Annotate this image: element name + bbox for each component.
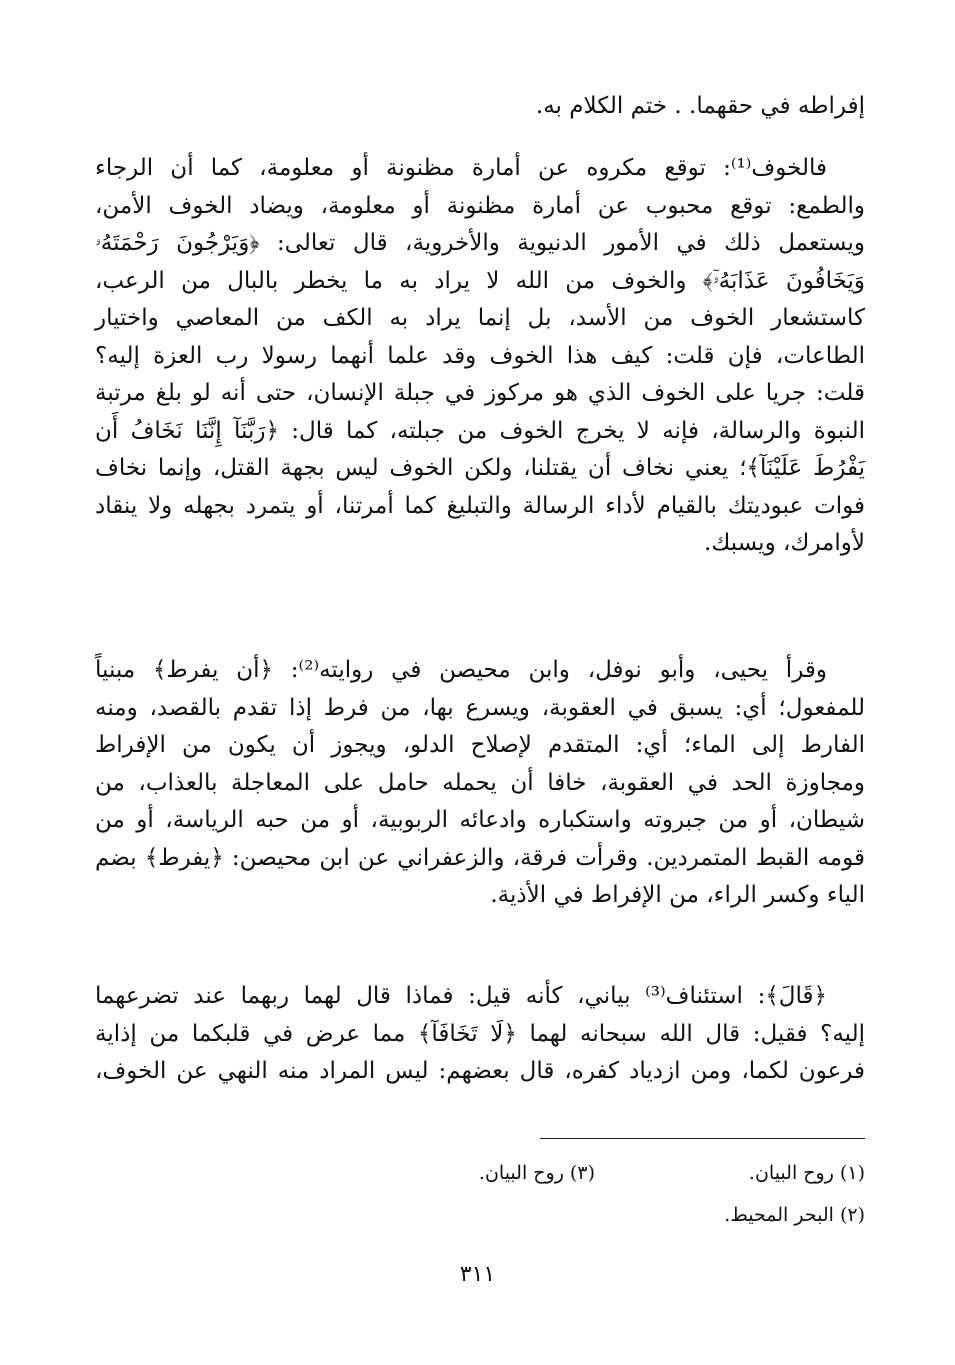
page-number: ٣١١ bbox=[459, 1262, 496, 1287]
text-line: يَفْرُطَ عَلَيْنَآ﴾؛ يعني نخاف أن يقتلنا، ولكن الخوف ليس بجهة القتل، وإنما نخاف bbox=[95, 455, 865, 481]
text-line: النبوة والرسالة، فإنه لا يخرج الخوف من جبلته، كما قال: ﴿رَبَّنَآ إِنَّنَا نَخَافُ أَن bbox=[95, 417, 865, 444]
footnote-separator bbox=[540, 1138, 865, 1139]
footnote-row bbox=[95, 1152, 865, 1194]
text-line: ويستعمل ذلك في الأمور الدنيوية والأخروية، قال تعالى: ﴿وَيَرْجُونَ رَحْمَتَهُۥ bbox=[95, 230, 865, 256]
footnote-2: (٢) البحر المحيط. bbox=[724, 1204, 865, 1226]
text-line: فالخوف⁽¹⁾: توقع مكروه عن أمارة مظنونة أو معلومة، كما أن الرجاء bbox=[95, 155, 827, 181]
paragraph-qiraat bbox=[95, 652, 865, 915]
text-line: كاستشعار الخوف من الأسد، بل إنما يراد به الكف من المعاصي واختيار bbox=[95, 305, 865, 331]
text-line: ﴿قَالَ﴾: استئناف⁽³⁾ بياني، كأنه قيل: فماذا قال لهما ربهما عند تضرعهما bbox=[95, 983, 827, 1009]
text-line: قلت: جريا على الخوف الذي هو مركوز في جبلة الإنسان، حتى أنه لو بلغ مرتبة bbox=[95, 380, 865, 406]
text-line: للمفعول؛ أي: يسبق في العقوبة، ويسرع بها، من فرط إذا تقدم بالقصد، ومنه bbox=[95, 694, 865, 721]
text-line: الياء وكسر الراء، من الإفراط في الأذية. bbox=[490, 882, 865, 908]
text-line: وَيَخَافُونَ عَذَابَهُۥٓ﴾ والخوف من الله لا يراد به ما يخطر بالبال من الرعب، bbox=[95, 267, 865, 294]
footnotes bbox=[95, 1152, 865, 1236]
text-line: الطاعات، فإن قلت: كيف هذا الخوف وقد علما أنهما رسولا رب العزة إليه؟ bbox=[95, 342, 865, 369]
footnote-3: (٣) روح البيان. bbox=[478, 1162, 595, 1184]
text-line: شيطان، أو من جبروته واستكباره وادعائه الربوبية، أو من حبه الرياسة، أو من bbox=[95, 807, 865, 833]
text-line: فرعون لكما، ومن ازدياد كفره، قال بعضهم: ليس المراد منه النهي عن الخوف، bbox=[95, 1058, 865, 1084]
text-line: إليه؟ فقيل: قال الله سبحانه لهما ﴿لَا تَخَافَآ﴾ مما عرض في قلبكما من إذاية bbox=[95, 1020, 865, 1047]
text-line: لأوامرك، ويسبك. bbox=[704, 530, 865, 556]
intro-paragraph bbox=[95, 88, 865, 126]
text-line: فوات عبوديتك بالقيام لأداء الرسالة والتبليغ كما أمرتنا، أو يتمرد بجهله ولا ينقاد bbox=[95, 492, 865, 519]
footnote-1: (١) روح البيان. bbox=[748, 1162, 865, 1184]
text-line: وقرأ يحيى، وأبو نوفل، وابن محيصن في روايته⁽²⁾: ﴿أن يفرط﴾ مبنياً bbox=[95, 657, 827, 683]
footnote-row bbox=[95, 1194, 865, 1236]
paragraph-khawf-definition bbox=[95, 150, 865, 563]
text-line: والطمع: توقع محبوب عن أمارة مظنونة أو معلومة، ويضاد الخوف الأمن، bbox=[95, 192, 865, 219]
text-line: إفراطه في حقهما. . ختم الكلام به. bbox=[535, 93, 865, 119]
text-line: ومجاوزة الحد في العقوبة، خافا أن يحمله حامل على المعاجلة بالعذاب، من bbox=[95, 769, 865, 796]
text-line: الفارط إلى الماء؛ أي: المتقدم لإصلاح الدلو، ويجوز أن يكون من الإفراط bbox=[95, 732, 865, 758]
text-line: قومه القبط المتمردين. وقرأت فرقة، والزعفراني عن ابن محيصن: ﴿يفرط﴾ بضم bbox=[95, 844, 865, 871]
paragraph-qala bbox=[95, 978, 865, 1091]
